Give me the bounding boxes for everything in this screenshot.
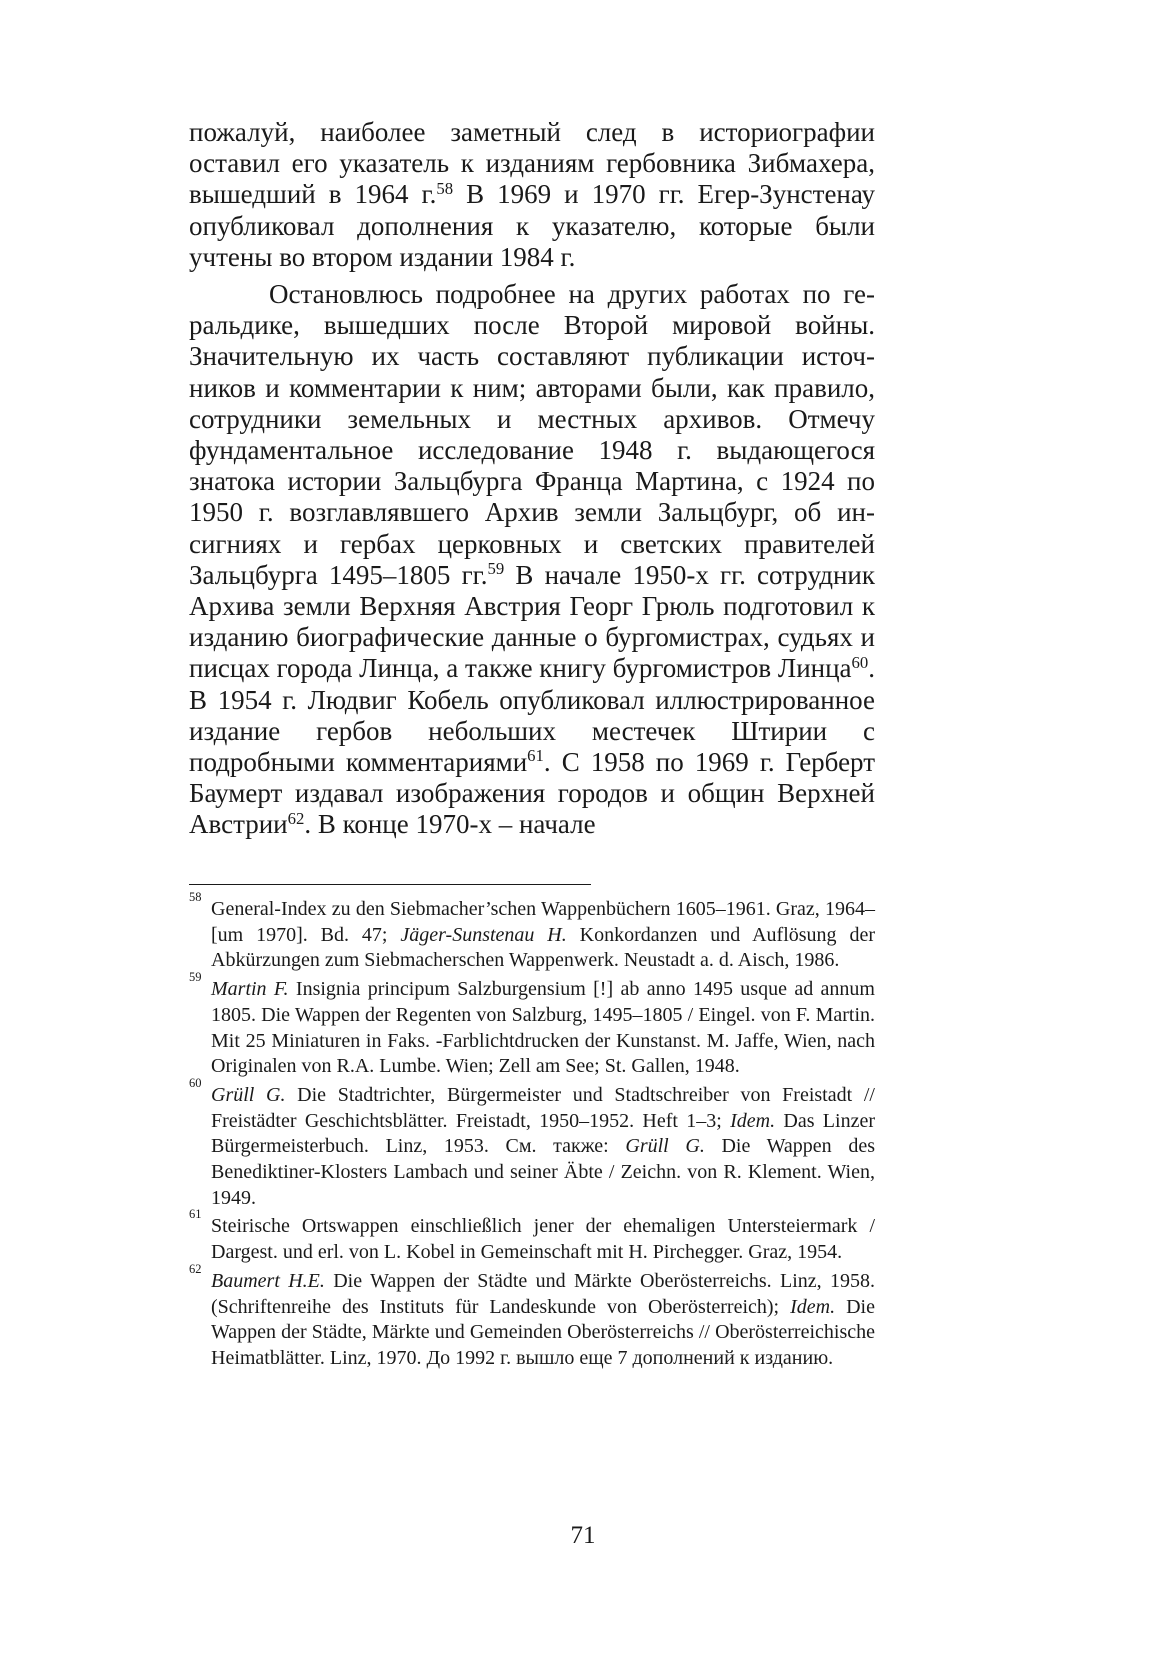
footnote-62 xyxy=(189,1261,875,1372)
footnote-60 xyxy=(189,1075,875,1212)
footnote-author: Martin F. xyxy=(211,978,289,1001)
paragraph-2-text-e: . В конце 1970-х – начале xyxy=(304,809,596,840)
footnote-58 xyxy=(189,890,875,974)
footnote-number: 59 xyxy=(189,970,202,985)
paragraph-2-text-a: Остановлюсь подробнее на других работах по геральдике, вышедших после Второй мировой войны. Значительную их часть составляют публикации источников и комментарии к ним; авторами были, как правило, сотрудники земельных и местных архивов. Отмечу фундаментальное исследование 1948 г. выдающегося знатока истории Зальцбурга Франца Мартина, с 1924 по 1950 г. возглавлявшего Архив земли Зальцбург, об инсигниях и гербах церковных и светских правителей Зальцбурга 1495–1805 гг. xyxy=(189,279,875,590)
main-text xyxy=(189,117,875,841)
footnote-author: Idem. xyxy=(790,1295,836,1318)
footnote-author: Grüll G. xyxy=(625,1135,705,1158)
footnote-divider xyxy=(189,884,591,885)
footnote-text: Insignia principum Salzburgensium [!] ab anno 1495 usque ad annum 1805. Die Wappen der Regenten von Salzburg, 1495–1805 / Eingel. von F. Martin. Mit 25 Miniaturen in Faks. -Farblichtdrucken der Kunstanst. M. Jaffe, Wien, nach Originalen von R.A. Lumbe. Wien; Zell am See; St. Gallen, 1948. xyxy=(211,978,875,1078)
paragraph-2-text-c: . В 1954 г. Людвиг Кобель опубликовал иллюстрированное издание гербов небольших местечек Штирии с подробными комментариями xyxy=(189,653,876,778)
paragraph-2-text-d: . С 1958 по 1969 г. Герберт Баумерт издавал изображения городов и общин Верхней Австрии xyxy=(189,747,875,840)
footnotes xyxy=(189,890,875,1375)
footnote-text: Konkordanzen und Auflösung der Abkürzungen zum Siebmacherschen Wappenwerk. Neustadt a. d. Aisch, 1986. xyxy=(211,923,875,972)
footnote-ref-59[interactable]: 59 xyxy=(487,559,505,579)
footnote-text: Die Stadtrichter, Bürgermeister und Stadtschreiber von Freistadt // Freistädter Geschichtsblätter. Freistadt, 1950–1952. Heft 1–3; xyxy=(211,1083,875,1132)
footnote-number: 61 xyxy=(189,1207,202,1222)
paragraph-1-text-b: В 1969 и 1970 гг. Егер-Зунстенау опубликовал дополнения к указателю, которые были учтены во втором издании 1984 г. xyxy=(189,179,875,272)
footnote-59 xyxy=(189,970,875,1080)
footnote-text: Die Wappen des Benediktiner-Klosters Lambach und seiner Äbte / Zeichn. von R. Klement. Wien, 1949. xyxy=(211,1135,875,1209)
footnote-text: Das Linzer Bürgermeisterbuch. Linz, 1953. См. также: xyxy=(211,1109,875,1158)
footnote-author: Idem. xyxy=(730,1109,776,1132)
paragraph-1-text-a: пожалуй, наиболее заметный след в историографии оставил его указатель к изданиям гербовника Зибмахера, вышедший в 1964 г. xyxy=(189,117,875,210)
footnote-number: 60 xyxy=(189,1075,202,1090)
footnote-text: General-Index zu den Siebmacher’schen Wappenbüchern 1605–1961. Graz, 1964–[um 1970]. Bd. 47; xyxy=(211,898,875,946)
footnote-number: 62 xyxy=(189,1261,202,1276)
page-number: 71 xyxy=(570,1522,596,1549)
footnote-author: Jäger-Sunstenau H. xyxy=(400,923,567,946)
paragraph-1 xyxy=(189,117,875,273)
footnote-text: Die Wappen der Städte, Märkte und Gemeinden Oberösterreichs // Oberösterreichische Heimatblätter. Linz, 1970. До 1992 г. вышло еще 7 дополнений к изданию. xyxy=(211,1295,875,1369)
footnote-61 xyxy=(189,1207,875,1265)
footnote-ref-60[interactable]: 60 xyxy=(851,652,869,672)
paragraph-2 xyxy=(189,279,875,841)
footnote-author: Baumert H.E. xyxy=(211,1269,325,1292)
footnote-number: 58 xyxy=(189,890,202,904)
footnote-ref-62[interactable]: 62 xyxy=(287,808,305,828)
footnote-author: Grüll G. xyxy=(211,1083,286,1106)
footnote-text: Steirische Ortswappen einschließlich jener der ehemaligen Untersteiermark / Dargest. und erl. von L. Kobel in Gemeinschaft mit H. Pirchegger. Graz, 1954. xyxy=(211,1215,875,1264)
footnote-text: Die Wappen der Städte und Märkte Oberösterreichs. Linz, 1958. (Schriftenreihe des Instituts für Landeskunde von Oberösterreich); xyxy=(211,1269,875,1318)
paragraph-2-text-b: В начале 1950-х гг. сотрудник Архива земли Верхняя Австрия Георг Грюль подготовил к изданию биографические данные о бургомистрах, судьях и писцах города Линца, а также книгу бургомистров Линца xyxy=(189,559,876,684)
footnote-ref-58[interactable]: 58 xyxy=(436,178,454,198)
footnote-ref-61[interactable]: 61 xyxy=(527,746,544,766)
